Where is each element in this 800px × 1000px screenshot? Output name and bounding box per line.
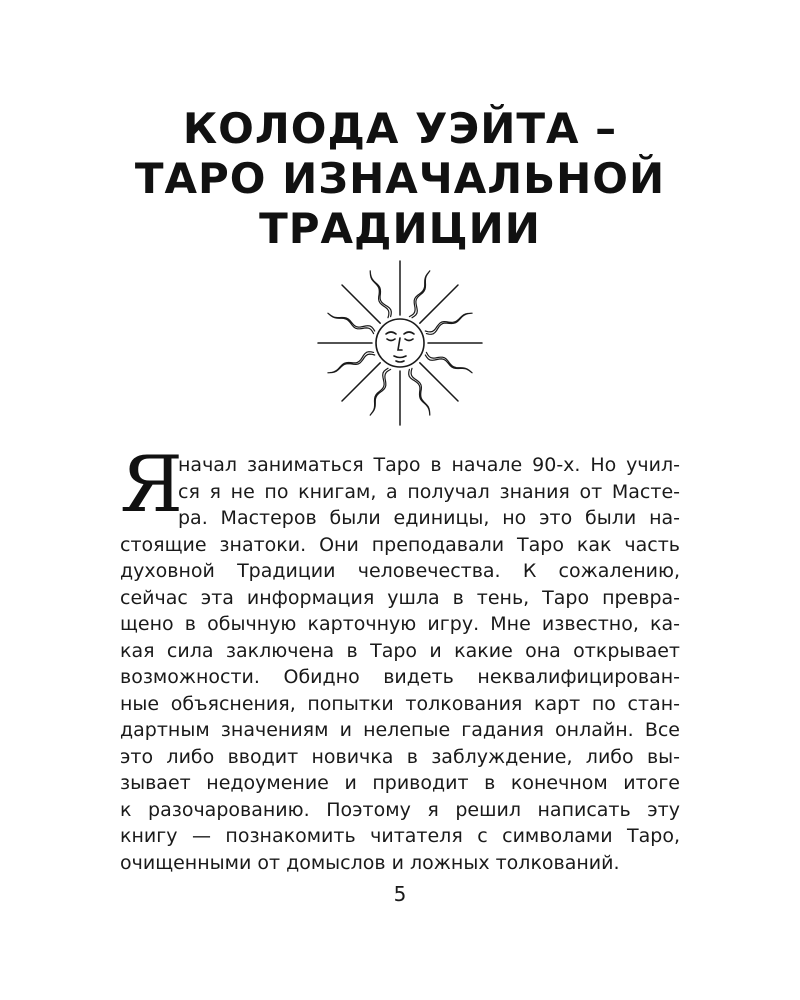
sun-face-icon xyxy=(290,258,510,428)
text-line-14: к разочарованию. Поэтому я решил написать эту xyxy=(120,798,680,821)
sun-ray xyxy=(370,368,390,415)
text-line-9: возможности. Обидно видеть неквалифицирован- xyxy=(120,666,680,688)
sun-ray xyxy=(420,363,458,401)
chapter-title-line-2: ТАРО ИЗНАЧАЛЬНОЙ xyxy=(134,154,666,203)
text-line-2: ся я не по книгам, а получал знания от Масте- xyxy=(178,480,680,503)
text-line-8: кая сила заключена в Таро и какие она открывает xyxy=(120,639,680,662)
sun-ray xyxy=(342,363,380,401)
body-paragraph xyxy=(120,452,680,876)
text-line-4: стоящие знатоки. Они преподавали Таро как часть xyxy=(120,533,680,556)
chapter-title-line-3: ТРАДИЦИИ xyxy=(259,204,541,253)
text-line-5: духовной Традиции человечества. К сожалению, xyxy=(120,560,680,582)
sun-ray xyxy=(342,285,380,323)
sun-ray xyxy=(425,352,472,372)
text-line-3: ра. Мастеров были единицы, но это были на- xyxy=(178,507,680,529)
sun-ray xyxy=(409,271,429,318)
text-line-6: сейчас эта информация ушла в тень, Таро превра- xyxy=(120,586,680,609)
sun-ray xyxy=(409,368,430,415)
text-line-11: дартным значениям и нелепые гадания онлайн. Все xyxy=(120,719,680,741)
sun-ray xyxy=(425,313,472,334)
sun-ray xyxy=(328,313,375,333)
sun-ray xyxy=(370,271,391,318)
chapter-title xyxy=(100,104,700,254)
text-line-12: это либо вводит новичка в заблуждение, либо вы- xyxy=(120,745,680,768)
text-line-15: книгу — познакомить читателя с символами Таро, xyxy=(120,825,680,847)
sun-ray xyxy=(328,352,375,373)
text-line-7: щено в обычную карточную игру. Мне известно, ка- xyxy=(120,613,680,635)
text-line-16: очищенными от домыслов и ложных толкований. xyxy=(120,851,620,874)
sun-ray xyxy=(420,285,458,323)
drop-cap: Я xyxy=(120,440,183,530)
page-number: 5 xyxy=(393,882,407,906)
chapter-title-line-1: КОЛОДА УЭЙТА – xyxy=(182,104,618,153)
sun-face xyxy=(376,319,424,367)
text-line-10: ные объяснения, попытки толкования карт по стан- xyxy=(120,692,680,715)
text-line-1: начал заниматься Таро в начале 90-х. Но учил- xyxy=(178,454,680,476)
text-line-13: зывает недоумение и приводит в конечном итоге xyxy=(120,772,680,794)
